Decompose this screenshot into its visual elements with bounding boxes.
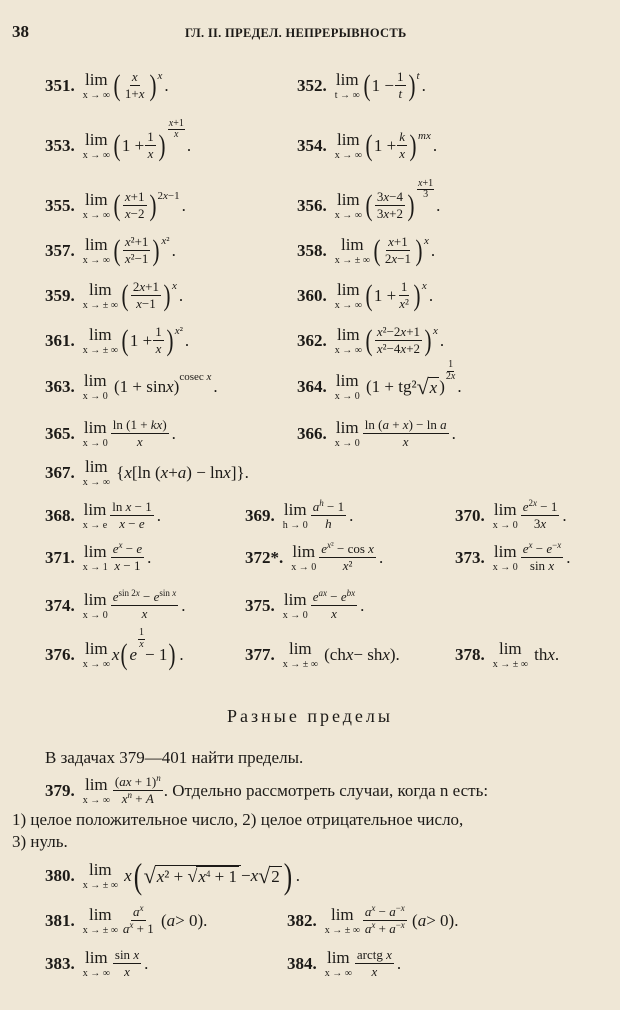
lim-sub: x → ± ∞ [324, 924, 360, 936]
lim-sub: x → ∞ [334, 149, 362, 161]
problem-number: 363. [45, 377, 75, 396]
limit [83, 71, 110, 101]
lim-word: lim [340, 234, 364, 254]
lim-sub: x → ± ∞ [492, 659, 528, 670]
problem-number: 383. [45, 953, 75, 973]
problem-number: 376. [45, 645, 75, 664]
problem-number: 352. [297, 75, 327, 95]
problem-370: 370. lim x → 0 $\frac{e^{2x} - 1}{3x}$ . [455, 498, 567, 532]
lim-sub: x → ± ∞ [82, 344, 118, 356]
limit [335, 71, 360, 101]
lim-word: lim [283, 499, 307, 519]
limit [283, 640, 318, 670]
problem-384: 384. lim x → ∞ $\frac{\text{arctg x}}{x}$ . [287, 947, 402, 980]
lim-word: lim [330, 904, 354, 924]
lim-sub: x → ± ∞ [82, 880, 118, 891]
lim-word: lim [83, 541, 107, 561]
problem-360: 360. lim x → ∞ ( 1 + $\frac{1}{\text{x²}}$ ) $^x$ . [297, 278, 434, 312]
problem-number: 368. [45, 505, 75, 525]
lim-word: lim [84, 947, 108, 967]
lim-sub: x → 1 [82, 561, 108, 573]
lim-sub: x → ± ∞ [82, 299, 118, 311]
limit [83, 419, 108, 449]
problem-376: 376. lim x → ∞ x ( e 1 x − 1 ) . [45, 627, 184, 671]
lim-sub: x → 0 [82, 609, 108, 621]
problem-351: 351. lim x → ∞ ( $\frac{x}{1+x}$ ) $^x$ . [45, 68, 169, 102]
problem-number: 377. [245, 645, 275, 664]
lim-sub: x → 0 [334, 437, 360, 449]
limit [83, 861, 118, 891]
lim-sub: x → ∞ [82, 209, 110, 221]
problem-number: 351. [45, 75, 75, 95]
lim-word: lim [83, 371, 107, 390]
lim-word: lim [83, 589, 107, 609]
lim-sub: x → ∞ [334, 299, 362, 311]
problem-382: 382. lim x → ± ∞ $\frac{a^x - a^{-x}}{a^x + a^{-x}}$ ( a > 0). [287, 903, 459, 937]
problem-number: 357. [45, 240, 75, 260]
problem-365: 365. lim x → 0 $\frac{\ln (1 + kx)}{x}$ . [45, 417, 176, 450]
problem-number: 374. [45, 595, 75, 615]
problem-362: 362. lim x → ∞ ( $\frac{\text{x²−2x+1}}{\text{x²−4x+2}}$ ) $^x$ . [297, 323, 445, 357]
problem-number: 359. [45, 285, 75, 305]
limit [335, 191, 362, 221]
lim-sub: x → 0 [334, 391, 360, 402]
limit [83, 591, 108, 621]
problem-number: 353. [45, 135, 75, 155]
problem-369: 369. lim h → 0 $\frac{a^h - 1}{h}$ . [245, 498, 354, 532]
problem-number: 371. [45, 547, 75, 567]
problem-number: 380. [45, 866, 75, 885]
limit [83, 501, 107, 531]
problem-377: 377. lim x → ± ∞ (ch x − sh x ). [245, 639, 400, 670]
lim-sub: x → 0 [492, 519, 518, 531]
lim-sub: x → 0 [291, 561, 317, 573]
problem-number: 362. [297, 330, 327, 350]
lim-sub: x → ∞ [82, 967, 110, 979]
problem-number: 370. [455, 505, 485, 525]
problem-number: 366. [297, 423, 327, 443]
problem-358: 358. lim x → ± ∞ ( $\frac{x+1}{2x-1}$ ) $^x$ . [297, 233, 436, 267]
lim-sub: x → e [82, 519, 108, 531]
lim-sub: x → ∞ [82, 254, 110, 266]
limit [83, 458, 110, 488]
limit [83, 191, 110, 221]
lim-word: lim [88, 324, 112, 344]
limit [493, 501, 518, 531]
limit [83, 236, 110, 266]
limit [493, 543, 518, 573]
lim-sub: x → ∞ [82, 477, 110, 488]
problem-354: 354. lim x → ∞ ( 1 + $\frac{k}{x}$ ) $^{mx}$ . [297, 128, 438, 162]
lim-word: lim [84, 129, 108, 149]
lim-sub: x → 0 [82, 437, 108, 449]
problem-378: 378. lim x → ± ∞ th x . [455, 639, 560, 670]
lim-word: lim [336, 129, 360, 149]
limit [291, 543, 316, 573]
problem-366: 366. lim x → 0 $\frac{\text{ln (a + x) − ln a}}{x}$ . [297, 417, 456, 450]
lim-sub: x → ∞ [334, 344, 362, 356]
limit [83, 906, 118, 936]
problem-number: 364. [297, 377, 327, 396]
problem-number: 373. [455, 547, 485, 567]
problem-number: 379. [45, 780, 75, 800]
problem-number: 361. [45, 330, 75, 350]
limit [83, 131, 110, 161]
limit [83, 326, 118, 356]
lim-sub: x → ∞ [334, 209, 362, 221]
problem-352: 352. lim t → ∞ ( 1 − $\frac{1}{t}$ ) $^t$ . [297, 68, 426, 102]
section-title: Разные пределы [227, 706, 393, 726]
problem-357: 357. lim x → ∞ ( $\frac{\text{x²+1}}{\text{x²−1}}$ ) $^{x ^2}$ . [45, 233, 176, 267]
limit [335, 419, 360, 449]
limit [83, 372, 108, 402]
lim-word: lim [83, 417, 107, 437]
lim-sub: t → ∞ [334, 89, 360, 101]
lim-word: lim [335, 371, 359, 390]
lim-sub: x → ∞ [82, 89, 110, 101]
problem-number: 382. [287, 910, 317, 930]
limit [325, 906, 360, 936]
lim-word: lim [84, 774, 108, 794]
problem-number: 372*. [245, 547, 284, 567]
problem-356: 356. lim x → ∞ ( $\frac{3x-4}{3x+2}$ ) x+1 3 . [297, 177, 441, 222]
lim-word: lim [84, 69, 108, 89]
lim-sub: x → 0 [282, 609, 308, 621]
problem-367: 367. lim x → ∞ { x [ln ( x + a ) − ln x ]}. [45, 457, 249, 488]
limit [83, 640, 110, 670]
lim-word: lim [335, 69, 359, 89]
lim-sub: x → ± ∞ [282, 659, 318, 670]
lim-sub: x → 0 [492, 561, 518, 573]
limit [335, 326, 362, 356]
lim-word: lim [84, 457, 108, 476]
limit [283, 501, 308, 531]
problem-373: 373. lim x → 0 $\frac{e^x - e^{-x}}{\text{sin x}}$ . [455, 540, 571, 574]
lim-word: lim [326, 947, 350, 967]
problem-379-line3: 3) нуль. [12, 832, 68, 851]
problem-number: 375. [245, 595, 275, 615]
lim-word: lim [84, 189, 108, 209]
lim-word: lim [493, 499, 517, 519]
limit [493, 640, 528, 670]
lim-word: lim [336, 324, 360, 344]
lim-sub: x → ∞ [82, 659, 110, 670]
lim-word: lim [88, 279, 112, 299]
problem-359: 359. lim x → ± ∞ ( $\frac{2x+1}{x-1}$ ) $^x$ . [45, 278, 184, 312]
limit [83, 949, 110, 979]
limit [335, 372, 360, 402]
lim-sub: h → 0 [282, 519, 308, 531]
problem-number: 358. [297, 240, 327, 260]
lim-word: lim [292, 541, 316, 561]
limit [335, 131, 362, 161]
lim-sub: x → 0 [82, 391, 108, 402]
problem-number: 356. [297, 195, 327, 215]
lim-word: lim [83, 499, 107, 519]
problem-number: 367. [45, 463, 75, 482]
problem-371: 371. lim x → 1 $\frac{e^x - e}{x - 1}$ . [45, 540, 152, 574]
lim-word: lim [84, 639, 108, 658]
problem-number: 378. [455, 645, 485, 664]
problem-383: 383. lim x → ∞ $\frac{\text{sin x}}{x}$ . [45, 947, 149, 980]
problem-number: 381. [45, 910, 75, 930]
problem-number: 360. [297, 285, 327, 305]
problem-379-text: . Отдельно рассмотреть случаи, когда n есть: [163, 780, 489, 800]
lim-sub: x → ± ∞ [334, 254, 370, 266]
lim-sub: x → ± ∞ [82, 924, 118, 936]
running-head: ГЛ. II. ПРЕДЕЛ. НЕПРЕРЫВНОСТЬ [185, 26, 407, 40]
limit [325, 949, 352, 979]
problem-368: 368. lim x → e $\frac{\text{ln x − 1}}{x - e}$ . [45, 499, 161, 532]
lim-word: lim [84, 234, 108, 254]
lim-word: lim [498, 639, 522, 658]
page-number: 38 [12, 22, 29, 41]
limit [83, 281, 118, 311]
lim-sub: x → ∞ [82, 794, 110, 806]
problem-375: 375. lim x → 0 $\frac{e^{ax} - e^{bx}}{x}$ . [245, 588, 365, 622]
limit [83, 776, 110, 806]
lim-word: lim [335, 417, 359, 437]
problem-number: 354. [297, 135, 327, 155]
limit [283, 591, 308, 621]
lim-sub: x → ∞ [324, 967, 352, 979]
lim-word: lim [336, 279, 360, 299]
problem-374: 374. lim x → 0 $\frac{e^{sin 2x} - e^{sin x}}{x}$ . [45, 588, 186, 622]
problem-380: 380. lim x → ± ∞ x ( √ $x^2 + √x^4 + 1$ − x √ 2 ) . [45, 856, 300, 896]
problem-381: 381. lim x → ± ∞ $\frac{a^x}{a^x + 1}$ ( a > 0). [45, 903, 208, 937]
problem-379: 379. lim x → ∞ $\frac{(ax + 1)^n}{x^n + A}$ . Отдельно рассмотреть случаи, когда n есть: [45, 773, 489, 807]
lim-word: lim [288, 639, 312, 658]
limit [83, 543, 108, 573]
lim-word: lim [283, 589, 307, 609]
problem-355: 355. lim x → ∞ ( $\frac{x+1}{x-2}$ ) $^{2x -1}$ . [45, 188, 186, 222]
problem-361: 361. lim x → ± ∞ ( 1 + $\frac{1}{x}$ ) $^{x ^2}$ . [45, 323, 190, 357]
problem-number: 355. [45, 195, 75, 215]
problem-363: 363. lim x → 0 (1 + sin x ) $^{cosec x}$ . [45, 371, 218, 402]
problem-number: 369. [245, 505, 275, 525]
lim-word: lim [493, 541, 517, 561]
problem-number: 384. [287, 953, 317, 973]
problem-372: 372*. lim x → 0 $\frac{e^{x^2} - \cos x}{\text{x²}}$ . [245, 540, 384, 574]
lim-word: lim [88, 904, 112, 924]
limit [335, 281, 362, 311]
problem-379-line2: 1) целое положительное число, 2) целое отрицательное число, [12, 810, 464, 829]
problem-364: 364. lim x → 0 (1 + tg² √ x ) 1 2x . [297, 359, 462, 402]
lim-word: lim [88, 860, 112, 879]
problem-353: 353. lim x → ∞ ( 1 + $\frac{1}{x}$ ) x+1 x . [45, 117, 192, 162]
lim-sub: x → ∞ [82, 149, 110, 161]
limit [335, 236, 370, 266]
lim-word: lim [336, 189, 360, 209]
intro-text: В задачах 379—401 найти пределы. [45, 748, 304, 767]
problem-number: 365. [45, 423, 75, 443]
